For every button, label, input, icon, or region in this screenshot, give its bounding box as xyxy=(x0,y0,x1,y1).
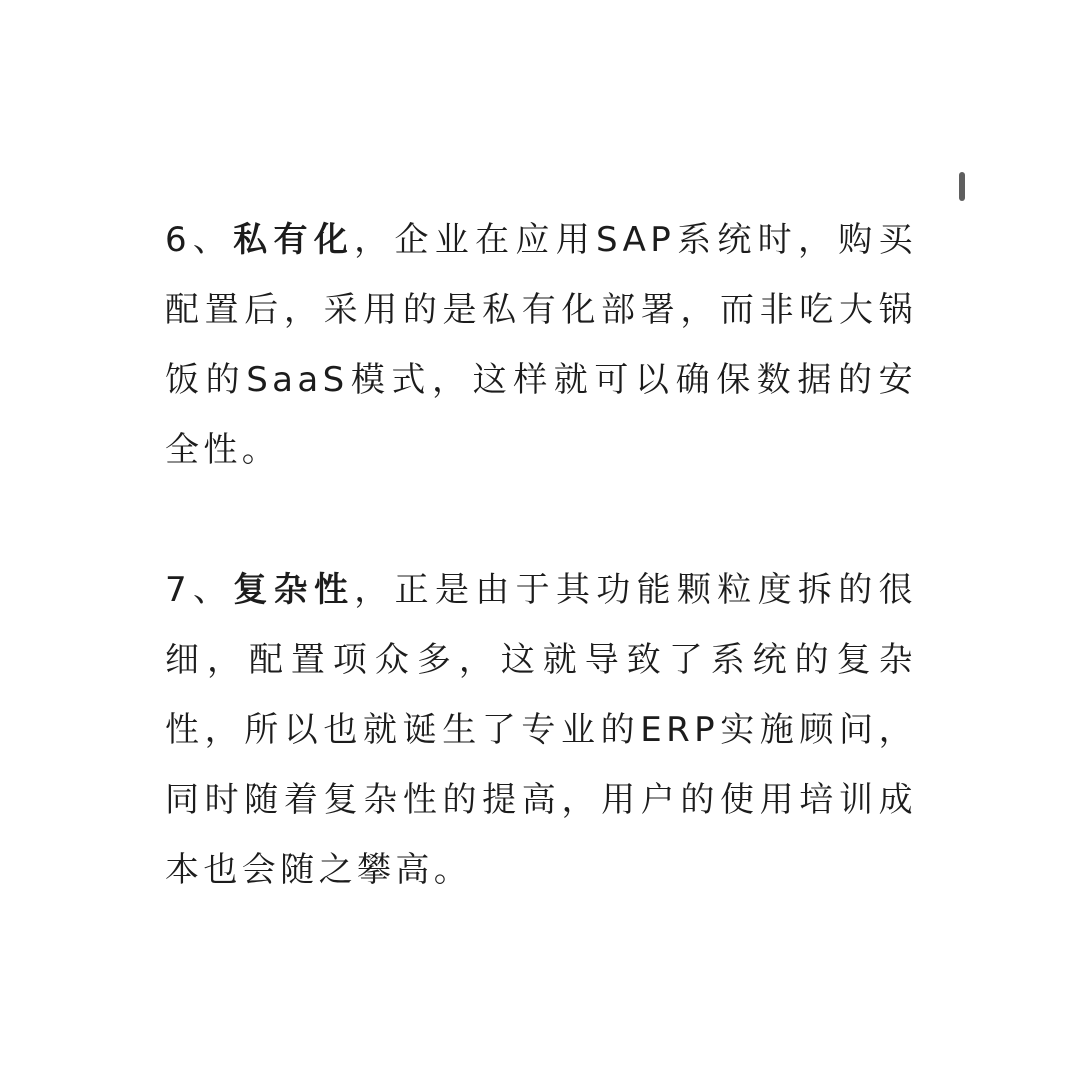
term-privatization: 私有化 xyxy=(233,220,355,260)
scroll-indicator[interactable] xyxy=(959,172,965,201)
article-content xyxy=(165,205,917,905)
paragraph-body: ，正是由于其功能颗粒度拆的很细，配置项众多，这就导致了系统的复杂性，所以也就诞生了专业的ERP实施顾问，同时随着复杂性的提高，用户的使用培训成本也会随之攀高。 xyxy=(165,570,917,890)
paragraph-body: ，企业在应用SAP系统时，购买配置后，采用的是私有化部署，而非吃大锅饭的SaaS模式，这样就可以确保数据的安全性。 xyxy=(165,220,917,470)
paragraph-number: 6、 xyxy=(165,220,234,260)
paragraph-number: 7、 xyxy=(165,570,234,610)
paragraph-privatization xyxy=(165,205,917,485)
paragraph-complexity xyxy=(165,555,917,905)
term-complexity: 复杂性 xyxy=(233,570,355,610)
